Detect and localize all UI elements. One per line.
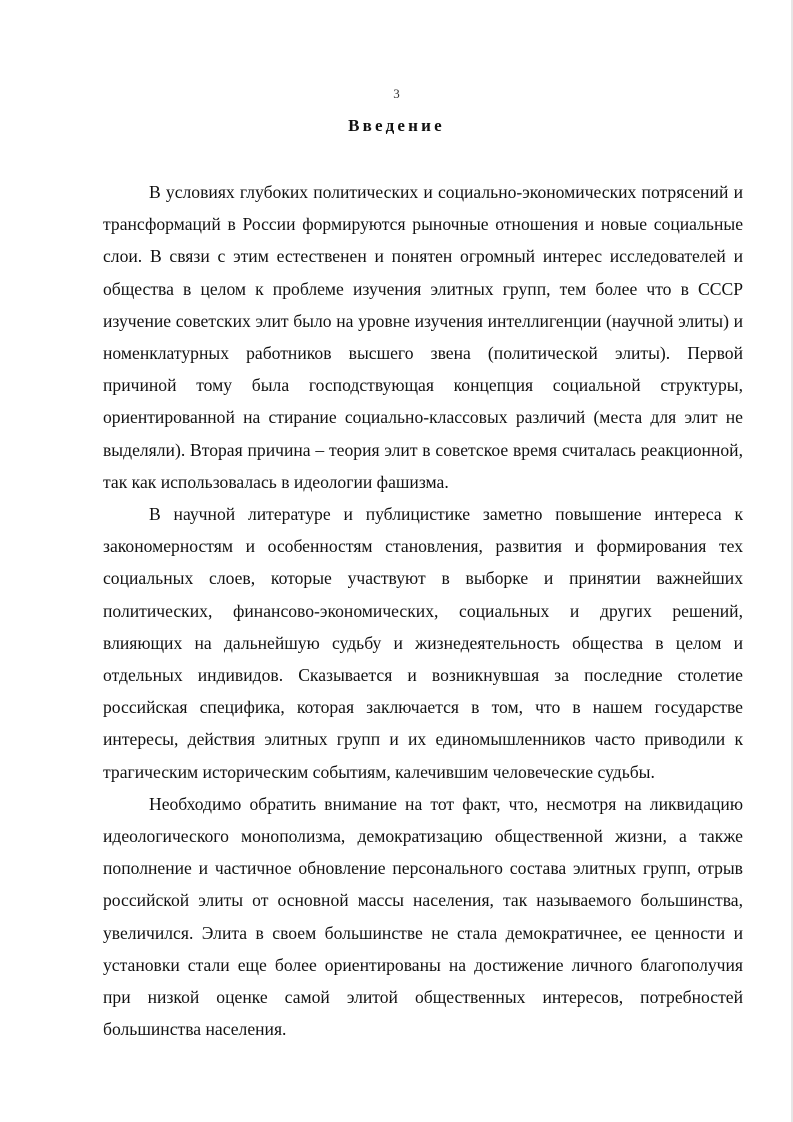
body-text: [103, 176, 743, 1045]
paragraph-3: Необходимо обратить внимание на тот факт, что, несмотря на ликвидацию идеологического монополизма, демократизацию общественной жизни, а также пополнение и частичное обновление персонального состава элитных групп, отрыв российской элиты от основной массы населения, так называемого большинства, увеличился. Элита в своем большинстве не стала демократичнее, ее ценности и установки стали еще более ориентированы на достижение личного благополучия при низкой оценке самой элитой общественных интересов, потребностей большинства населения.: [103, 793, 743, 1040]
section-heading: Введение: [348, 116, 445, 135]
paragraph-1: В условиях глубоких политических и социально-экономических потрясений и трансформаций в России формируются рыночные отношения и новые социальные слои. В связи с этим естественен и понятен огромный интерес исследователей и общества в целом к проблеме изучения элитных групп, тем более что в СССР изучение советских элит было на уровне изучения интеллигенции (научной элиты) и номенклатурных работников высшего звена (политической элиты). Первой причиной тому была господствующая концепция социальной структуры, ориентированной на стирание социально-классовых различий (места для элит не выделяли). Вторая причина – теория элит в советское время считалась реакционной, так как использовалась в идеологии фашизма.: [103, 182, 743, 492]
page-number: 3: [393, 86, 400, 101]
paragraph-2: В научной литературе и публицистике заметно повышение интереса к закономерностям и особенностям становления, развития и формирования тех социальных слоев, которые участвуют в выборке и принятии важнейших политических, финансово-экономических, социальных и других решений, влияющих на дальнейшую судьбу и жизнедеятельность общества в целом и отдельных индивидов. Сказывается и возникнувшая за последние столетие российская специфика, которая заключается в том, что в нашем государстве интересы, действия элитных групп и их единомышленников часто приводили к трагическим историческим событиям, калечившим человеческие судьбы.: [103, 504, 743, 782]
